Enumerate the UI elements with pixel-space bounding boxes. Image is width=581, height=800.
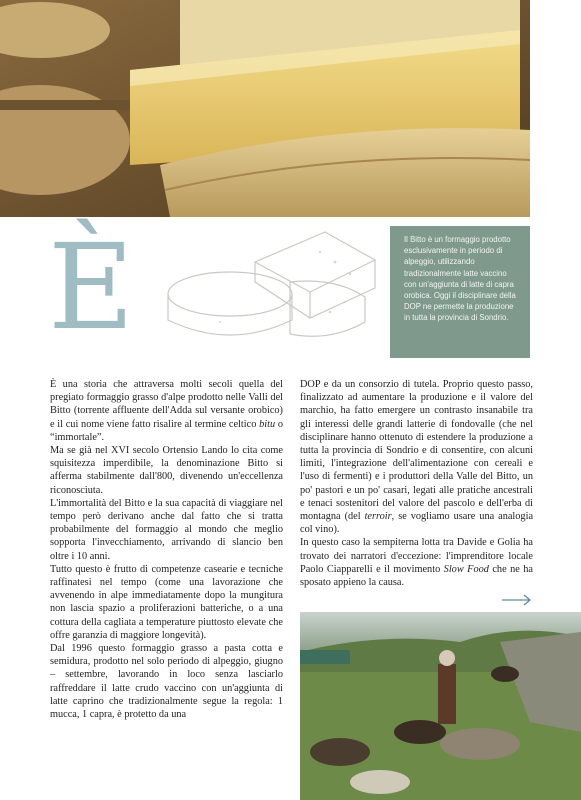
paragraph-1: [50, 378, 283, 444]
paragraph-2: Ma se già nel XVI secolo Ortensio Lando lo cita come squisitezza imperdibile, la denominazione Bitto si afferma stabilmente dall'800, divenendo un'eccellenza riconosciuta.: [50, 445, 283, 496]
cheese-sketch-illustration: [160, 222, 385, 362]
italic-term: Slow Food: [443, 563, 489, 575]
paragraph-text: o “immortale”.: [50, 418, 283, 443]
italic-term: bitu: [259, 418, 276, 430]
cheese-photo-illustration: [0, 0, 530, 217]
paragraph-text: , se vogliamo usare una analogia col vino).: [300, 511, 534, 536]
caption-box: Il Bitto è un formaggio prodotto esclusivamente in periodo di alpeggio, utilizzando tradizionalmente latte vaccino con un'aggiunta di latte di capra orobica. Oggi il disciplinare della DOP ne permette la produzione in tutta la provincia di Sondrio.: [390, 226, 530, 358]
article-column-2: [300, 378, 533, 589]
drop-cap: È: [48, 218, 135, 356]
paragraph-4: Tutto questo è frutto di competenze casearie e tecniche raffinatesi nel tempo (come una lavorazione che avvenendo in alpe immediatamente dopo la mungitura non lascia spazio a proliferazioni batteriche, o a una cottura della cagliata a temperature piuttosto elevate che offre garanzia di maggiore longevità).: [50, 563, 283, 641]
paragraph-7: [300, 536, 533, 589]
hero-cheese-photo: [0, 0, 530, 217]
page-margin: [530, 0, 581, 217]
paragraph-5: Dal 1996 questo formaggio grasso a pasta cotta e semidura, prodotto nel solo periodo di alpeggio, giugno – settembre, lavorando in loco senza lasciarlo raffreddare il latte crudo vaccino con un'aggiunta di latte caprino che tradizionalmente segue la regola: 1 mucca, 1 capra, è protetto da una: [50, 643, 283, 721]
italic-term: terroir: [364, 511, 392, 523]
goats-photo: [300, 612, 581, 800]
paragraph-text: È una storia che attraversa molti secoli quella del pregiato formaggio grasso d'alpe prodotto nelle Valli del Bitto (torrente affluente dell'Adda sul versante orobico) e il cui nome viene fatto risalire al termine celtico: [50, 379, 283, 430]
next-arrow-icon[interactable]: [501, 593, 533, 607]
paragraph-6: [300, 378, 533, 536]
paragraph-3: L'immortalità del Bitto e la sua capacità di viaggiare nel tempo però derivano anche dal fatto che si tratta probabilmente del formaggio al mondo che meglio sopporta l'invecchiamento, arrivando di slancio ben oltre i 10 anni.: [50, 497, 283, 562]
article-column-1: [50, 378, 283, 721]
paragraph-text: In questo caso la sempiterna lotta tra Davide e Golia ha trovato dei narratori d'eccezione: l'imprenditore locale Paolo Ciapparelli e il movimento: [300, 537, 533, 575]
goats-photo-illustration: [300, 612, 581, 800]
paragraph-text: che ne ha sposato appieno la causa.: [300, 563, 533, 589]
paragraph-text: DOP e da un consorzio di tutela. Proprio questo passo, finalizzato ad aumentare la produzione e il valore del marchio, ha fatto emergere un contrasto insanabile tra gli interessi delle grandi latterie di fondovalle (che nel disciplinare hanno ottenuto di estendere la produzione a tutta la provincia di Sondrio e di consentire, con alcuni limiti, l'integrazione dell'alimentazione con cereali e l'uso di fermenti) e i produttori della Valle del Bitto, un po' pastori e un po' casari, legati alle pratiche ancestrali e tenaci sostenitori del valore del pascolo e dell'erba di montagna (del: [300, 379, 533, 523]
